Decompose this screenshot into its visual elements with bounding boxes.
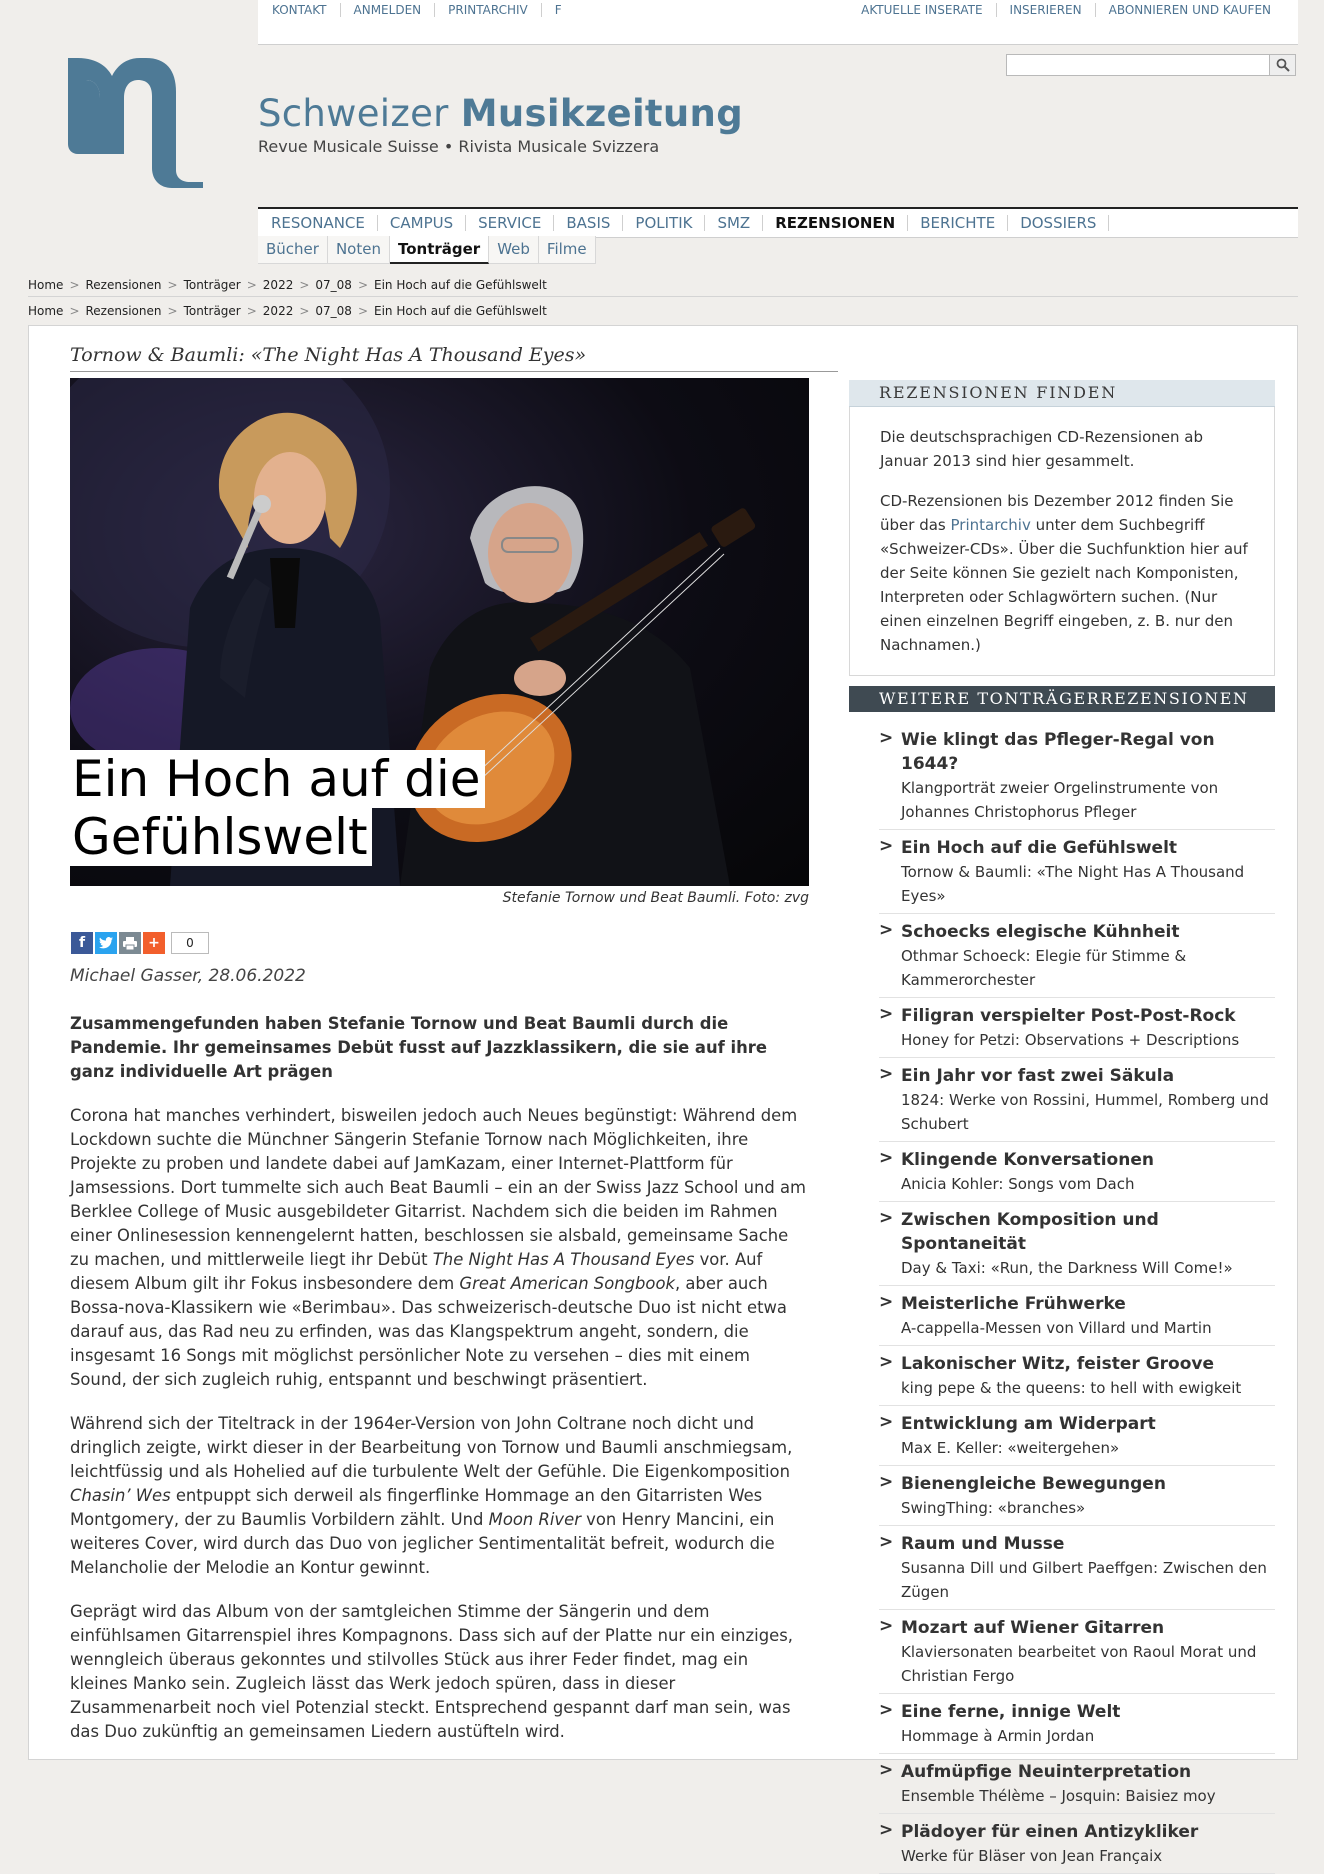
text-run: , aber auch Bossa-nova-Klassikern wie «Berimbau». Das schweizerisch-deutsche Duo ist nicht etwa darauf aus, das Rad neu zu erfinden, was das Klangspektrum angeht, sondern, die insgesamt 16 Songs mit möglichst persönlicher Note zu versehen – dies mit einem Sound, der sich zugleich ruhig, entspannt und beschwingt präsentiert.: [70, 1274, 787, 1389]
review-subtitle: Tornow & Baumli: «The Night Has A Thousand Eyes»: [901, 863, 1245, 905]
review-subtitle: Honey for Petzi: Observations + Descriptions: [901, 1031, 1240, 1049]
sub-nav: [258, 236, 596, 264]
main-nav-rezensionen[interactable]: REZENSIONEN: [763, 215, 908, 231]
breadcrumb-separator: >: [167, 278, 178, 292]
review-list-item[interactable]: [879, 1526, 1275, 1610]
review-list-item[interactable]: [879, 1406, 1275, 1466]
utility-nav-right: [848, 3, 1284, 17]
breadcrumb-issue[interactable]: 07_08: [315, 278, 352, 292]
chevron-right-icon: >: [879, 1208, 894, 1228]
more-reviews-heading: WEITERE TONTRÄGERREZENSIONEN: [849, 686, 1275, 712]
text-run: Während sich der Titeltrack in der 1964er-Version von John Coltrane noch dicht und dringlich zeigte, wirkt dieser in der Bearbeitung von Tornow und Baumli anschmiegsam, leichtfüssig und als Hohelied auf die turbulente Welt der Gefühle. Die Eigenkomposition: [70, 1414, 793, 1481]
review-subtitle: A-cappella-Messen von Villard und Martin: [901, 1319, 1212, 1337]
search-button[interactable]: [1270, 54, 1296, 76]
text-run: unter dem Suchbegriff «Schweizer-CDs». Über die Suchfunktion hier auf der Seite können Sie gezielt nach Komponisten, Interpreten oder Schlagwörtern suchen. (Nur einen einzelnen Begriff eingeben, z. B. nur den Nachnamen.): [880, 516, 1248, 654]
breadcrumb-separator: >: [357, 278, 369, 292]
review-list-item[interactable]: [879, 1346, 1275, 1406]
article-paragraph: [70, 1412, 810, 1580]
utility-nav: [258, 0, 1298, 45]
review-title: Entwicklung am Widerpart: [901, 1414, 1156, 1434]
find-reviews-box: [849, 407, 1275, 676]
nav-link-f[interactable]: F: [554, 3, 562, 17]
review-list-item[interactable]: [879, 1142, 1275, 1202]
breadcrumb-rezensionen[interactable]: Rezensionen: [85, 278, 162, 292]
breadcrumb-current: Ein Hoch auf die Gefühlswelt: [374, 278, 547, 292]
review-list-item[interactable]: [879, 722, 1275, 830]
review-title: Plädoyer für einen Antizykliker: [901, 1822, 1199, 1842]
review-title: Ein Hoch auf die Gefühlswelt: [901, 838, 1178, 858]
review-subtitle: Hommage à Armin Jordan: [901, 1727, 1095, 1745]
review-list-item[interactable]: [879, 1694, 1275, 1754]
search: [1006, 54, 1296, 76]
utility-nav-left: [258, 3, 575, 17]
breadcrumb-separator: >: [357, 304, 369, 318]
breadcrumb-tontraeger[interactable]: Tonträger: [183, 304, 241, 318]
chevron-right-icon: >: [879, 1472, 894, 1492]
search-input[interactable]: [1006, 54, 1270, 76]
chevron-right-icon: >: [879, 1352, 894, 1372]
album-title: The Night Has A Thousand Eyes: [432, 1250, 695, 1269]
site-title-light: Schweizer: [258, 92, 461, 135]
main-nav-service[interactable]: SERVICE: [466, 215, 554, 231]
article-headline: [70, 750, 485, 866]
review-title: Lakonischer Witz, feister Groove: [901, 1354, 1215, 1374]
review-list: [849, 712, 1275, 1874]
headline-line-2: Gefühlswelt: [70, 808, 372, 866]
facebook-icon: f: [78, 935, 86, 951]
review-title: Bienengleiche Bewegungen: [901, 1474, 1166, 1494]
review-subtitle: Werke für Bläser von Jean Françaix: [901, 1847, 1163, 1865]
main-nav-campus[interactable]: CAMPUS: [378, 215, 466, 231]
find-reviews-heading: REZENSIONEN FINDEN: [849, 380, 1275, 407]
logo[interactable]: [68, 58, 208, 188]
nav-link-anmelden[interactable]: ANMELDEN: [341, 3, 436, 17]
sidebar: [849, 380, 1275, 1874]
print-icon: [123, 937, 137, 950]
review-subtitle: Ensemble Thélème – Josquin: Baisiez moy: [901, 1787, 1216, 1805]
breadcrumb-home[interactable]: Home: [28, 278, 64, 292]
review-title: Zwischen Komposition und Spontaneität: [901, 1210, 1159, 1254]
article-paragraph: [70, 1104, 810, 1392]
twitter-icon: [99, 937, 113, 949]
review-title: Meisterliche Frühwerke: [901, 1294, 1126, 1314]
article-body: [70, 1104, 810, 1764]
review-list-item[interactable]: [879, 998, 1275, 1058]
main-nav: [258, 207, 1298, 238]
nav-link-kontakt[interactable]: KONTAKT: [258, 3, 341, 17]
main-nav-resonance[interactable]: RESONANCE: [258, 215, 378, 231]
printarchiv-link[interactable]: Printarchiv: [950, 516, 1031, 534]
review-list-item[interactable]: [879, 1202, 1275, 1286]
review-subtitle: Anicia Kohler: Songs vom Dach: [901, 1175, 1135, 1193]
chevron-right-icon: >: [879, 1532, 894, 1552]
breadcrumb-rezensionen[interactable]: Rezensionen: [85, 304, 162, 318]
review-subtitle: Susanna Dill und Gilbert Paeffgen: Zwischen den Zügen: [901, 1559, 1267, 1601]
breadcrumb-home[interactable]: Home: [28, 304, 64, 318]
song-title: Moon River: [488, 1510, 581, 1529]
sub-nav-web[interactable]: Web: [489, 236, 539, 264]
main-nav-berichte[interactable]: BERICHTE: [908, 215, 1008, 231]
main-nav-smz[interactable]: SMZ: [705, 215, 763, 231]
content-area: [28, 325, 1298, 1865]
chevron-right-icon: >: [879, 1004, 894, 1024]
review-list-item[interactable]: [879, 1610, 1275, 1694]
chevron-right-icon: >: [879, 1760, 894, 1780]
text-run: von Henry Mancini, ein weiteres Cover, wird durch das Duo von jeglicher Sentimentalität befreit, wodurch die Melancholie der Melodie an Kontur gewinnt.: [70, 1510, 775, 1577]
breadcrumb-duplicate: [28, 300, 1298, 322]
print-button[interactable]: [119, 932, 141, 954]
find-reviews-text: Die deutschsprachigen CD-Rezensionen ab Januar 2013 sind hier gesammelt.: [880, 428, 1203, 470]
sub-nav-tontraeger[interactable]: Tonträger: [390, 236, 489, 264]
review-title: Filigran verspielter Post-Post-Rock: [901, 1006, 1236, 1026]
text-run: Corona hat manches verhindert, bisweilen jedoch auch Neues begünstigt: Während dem Lockdown suchte die Münchner Sängerin Stefanie Tornow nach Möglichkeiten, ihre Projekte zu proben und landete dabei auf JamKazam, einer Internet-Plattform für Jamsessions. Dort tummelte sich auch Beat Baumli – ein an der Swiss Jazz School und am Berklee College of Music ausgebildeter Gitarrist. Nachdem sich die beiden im Rahmen einer Onlinesession kennengelernt hatten, beschlossen sie alsbald, gemeinsame Sache zu machen, und mittlerweile liegt ihr Debüt: [70, 1106, 807, 1269]
nav-link-aktuelle-inserate[interactable]: AKTUELLE INSERATE: [848, 3, 996, 17]
site-title[interactable]: [258, 92, 743, 135]
nav-link-abonnieren[interactable]: ABONNIEREN UND KAUFEN: [1108, 3, 1271, 17]
breadcrumb-current: Ein Hoch auf die Gefühlswelt: [374, 304, 547, 318]
review-subtitle: Klangporträt zweier Orgelinstrumente von Johannes Christophorus Pfleger: [901, 779, 1219, 821]
breadcrumb-separator: >: [69, 304, 80, 318]
review-title: Klingende Konversationen: [901, 1150, 1154, 1170]
chevron-right-icon: >: [879, 1700, 894, 1720]
review-list-item[interactable]: [879, 914, 1275, 998]
breadcrumb-separator: >: [299, 304, 310, 318]
chevron-right-icon: >: [879, 1412, 894, 1432]
breadcrumb-tontraeger[interactable]: Tonträger: [183, 278, 241, 292]
hero-image: [70, 378, 809, 886]
review-subtitle: Klaviersonaten bearbeitet von Raoul Morat und Christian Fergo: [901, 1643, 1257, 1685]
breadcrumb-year[interactable]: 2022: [262, 278, 294, 292]
article-paragraph: Geprägt wird das Album von der samtgleichen Stimme der Sängerin und dem einfühlsamen Gitarrenspiel ihres Kompagnons. Dass sich auf der Platte nur ein einziges, wenngleich überaus gekonntes und stilvolles Stück aus ihrer Feder findet, mag ein kleines Manko sein. Zugleich lässt das Werk jedoch spüren, dass in dieser Zusammenarbeit noch viel Potenzial steckt. Entsprechend gespannt darf man sein, was das Duo zukünftig an gemeinsamen Liedern austüfteln wird.: [70, 1602, 793, 1741]
song-title: Chasin’ Wes: [70, 1486, 171, 1505]
breadcrumb-year[interactable]: 2022: [262, 304, 294, 318]
article-author-date: Michael Gasser, 28.06.2022: [70, 966, 306, 986]
chevron-right-icon: >: [879, 1148, 894, 1168]
review-list-item[interactable]: [879, 1058, 1275, 1142]
brand: [258, 92, 743, 156]
search-icon: [1276, 58, 1290, 72]
facebook-share-button[interactable]: [71, 932, 93, 954]
nav-link-printarchiv[interactable]: PRINTARCHIV: [435, 3, 542, 17]
breadcrumb-issue[interactable]: 07_08: [315, 304, 352, 318]
chevron-right-icon: >: [879, 1064, 894, 1084]
breadcrumb-separator: >: [167, 304, 178, 318]
breadcrumb-separator: >: [69, 278, 80, 292]
review-title: Eine ferne, innige Welt: [901, 1702, 1121, 1722]
review-subtitle: king pepe & the queens: to hell with ewigkeit: [901, 1379, 1242, 1397]
review-list-item[interactable]: [879, 1466, 1275, 1526]
share-count: 0: [171, 932, 209, 954]
share-bar: [71, 932, 209, 954]
chevron-right-icon: >: [879, 1616, 894, 1636]
sub-nav-buecher[interactable]: Bücher: [258, 236, 328, 264]
chevron-right-icon: >: [879, 920, 894, 940]
share-more-button[interactable]: [143, 932, 165, 954]
songbook-title: Great American Songbook: [459, 1274, 675, 1293]
find-reviews-text: [880, 489, 1252, 657]
review-title: Raum und Musse: [901, 1534, 1065, 1554]
review-subtitle: SwingThing: «branches»: [901, 1499, 1086, 1517]
review-title: Aufmüpfige Neuinterpretation: [901, 1762, 1192, 1782]
review-subtitle: Max E. Keller: «weitergehen»: [901, 1439, 1120, 1457]
chevron-right-icon: >: [879, 836, 894, 856]
sub-nav-noten[interactable]: Noten: [328, 236, 390, 264]
text-run: CD-Rezensionen bis Dezember 2012 finden Sie über das: [880, 492, 1234, 534]
review-title: Mozart auf Wiener Gitarren: [901, 1618, 1165, 1638]
main-nav-basis[interactable]: BASIS: [554, 215, 623, 231]
review-list-item[interactable]: [879, 1286, 1275, 1346]
main-nav-dossiers[interactable]: DOSSIERS: [1008, 215, 1109, 231]
review-title: Wie klingt das Pfleger-Regal von 1644?: [901, 730, 1215, 774]
chevron-right-icon: >: [879, 728, 894, 748]
article-kicker: Tornow & Baumli: «The Night Has A Thousand Eyes»: [70, 344, 838, 372]
nav-link-inserieren[interactable]: INSERIEREN: [997, 3, 1096, 17]
main-nav-politik[interactable]: POLITIK: [623, 215, 705, 231]
chevron-right-icon: >: [879, 1292, 894, 1312]
review-list-item[interactable]: [879, 1754, 1275, 1814]
site-subtitle: Revue Musicale Suisse • Rivista Musicale Svizzera: [258, 137, 660, 156]
breadcrumb-separator: >: [246, 304, 257, 318]
review-title: Ein Jahr vor fast zwei Säkula: [901, 1066, 1175, 1086]
breadcrumb-separator: >: [299, 278, 310, 292]
review-subtitle: 1824: Werke von Rossini, Hummel, Romberg und Schubert: [901, 1091, 1269, 1133]
chevron-right-icon: >: [879, 1820, 894, 1840]
text-run: vor. Auf diesem Album gilt ihr Fokus insbesondere dem: [70, 1250, 763, 1293]
breadcrumb-separator: >: [246, 278, 257, 292]
review-title: Schoecks elegische Kühnheit: [901, 922, 1180, 942]
breadcrumb: [28, 274, 1298, 297]
logo-mark-icon: [68, 58, 208, 188]
review-subtitle: Othmar Schoeck: Elegie für Stimme & Kammerorchester: [901, 947, 1187, 989]
text-run: entpuppt sich derweil als fingerflinke Hommage an den Gitarristen Wes Montgomery, der zu Baumlis Vorbildern zählt. Und: [70, 1486, 763, 1529]
review-subtitle: Day & Taxi: «Run, the Darkness Will Come!»: [901, 1259, 1233, 1277]
twitter-share-button[interactable]: [95, 932, 117, 954]
photo-caption: Stefanie Tornow und Beat Baumli. Foto: zvg: [502, 890, 809, 906]
review-list-item[interactable]: [879, 1814, 1275, 1874]
review-list-item[interactable]: [879, 830, 1275, 914]
article-lead: Zusammengefunden haben Stefanie Tornow und Beat Baumli durch die Pandemie. Ihr gemeinsames Debüt fusst auf Jazzklassikern, die sie auf ihre ganz individuelle Art prägen: [70, 1014, 767, 1081]
plus-icon: +: [148, 935, 160, 951]
site-title-bold: Musikzeitung: [460, 92, 743, 135]
sub-nav-filme[interactable]: Filme: [539, 236, 596, 264]
headline-line-1: Ein Hoch auf die: [70, 750, 485, 808]
